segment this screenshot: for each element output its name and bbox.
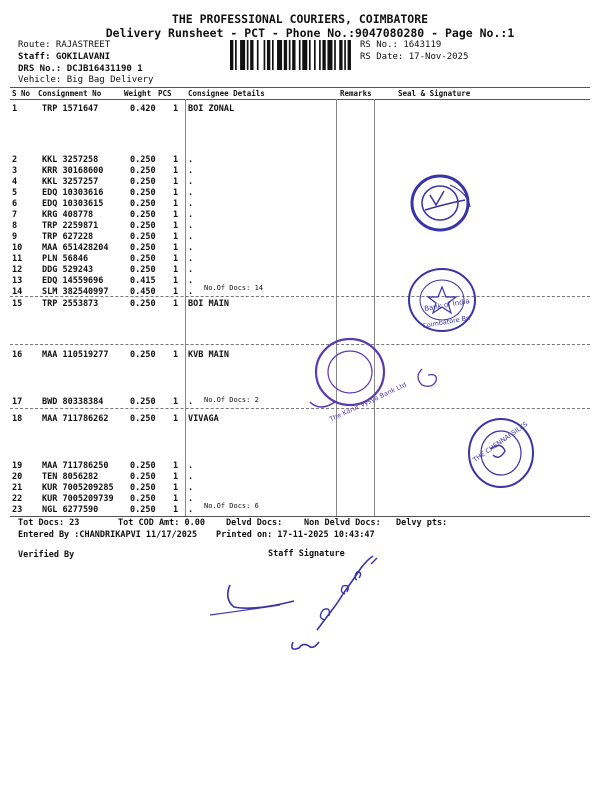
row-pcs: 1 bbox=[173, 494, 179, 504]
row-consignee-mark: . bbox=[188, 287, 194, 297]
entered-by: Entered By :CHANDRIKAPVI 11/17/2025 bbox=[18, 530, 198, 540]
barcode-bar bbox=[309, 40, 311, 70]
row-consignment-no: TRP 2553873 bbox=[42, 299, 99, 309]
row-consignment-no: KUR 7005209739 bbox=[42, 494, 114, 504]
row-consignment-no: DDG 529243 bbox=[42, 265, 94, 275]
row-consignment-no: SLM 382540997 bbox=[42, 287, 109, 297]
boi-zonal-stamp bbox=[400, 165, 490, 240]
group-separator bbox=[10, 344, 590, 345]
row-weight: 0.250 bbox=[130, 155, 156, 165]
row-pcs: 1 bbox=[173, 414, 179, 424]
row-consignee-mark: . bbox=[188, 221, 194, 231]
row-weight: 0.250 bbox=[130, 494, 156, 504]
verified-by: Verified By bbox=[18, 550, 75, 560]
row-sno: 17 bbox=[12, 397, 23, 407]
row-consignee-mark: . bbox=[188, 483, 194, 493]
row-consignment-no: MAA 711786262 bbox=[42, 414, 109, 424]
chennai-stamp-text: THE CHENNAI SILKS bbox=[471, 420, 530, 464]
group-consignee: KVB MAIN bbox=[188, 350, 229, 360]
row-consignment-no: MAA 651428204 bbox=[42, 243, 109, 253]
kvb-signature-mark bbox=[412, 365, 442, 393]
row-sno: 4 bbox=[12, 177, 18, 187]
row-pcs: 1 bbox=[173, 166, 179, 176]
row-consignment-no: KRG 408778 bbox=[42, 210, 94, 220]
row-pcs: 1 bbox=[173, 210, 179, 220]
row-sno: 14 bbox=[12, 287, 23, 297]
col-remarks: Remarks bbox=[340, 89, 372, 98]
group-docs-count: No.Of Docs: 14 bbox=[204, 284, 264, 292]
barcode-bar bbox=[284, 40, 287, 70]
row-consignee-mark: . bbox=[188, 276, 194, 286]
printed-on: Printed on: 17-11-2025 10:43:47 bbox=[216, 530, 375, 540]
row-sno: 15 bbox=[12, 299, 23, 309]
row-sno: 7 bbox=[12, 210, 18, 220]
route-label: Route: RAJASTREET bbox=[18, 40, 111, 50]
group-consignee: VIVAGA bbox=[188, 414, 219, 424]
row-pcs: 1 bbox=[173, 199, 179, 209]
row-consignment-no: TRP 627228 bbox=[42, 232, 94, 242]
delivery-points: Delvy pts: bbox=[396, 518, 448, 528]
row-weight: 0.250 bbox=[130, 472, 156, 482]
row-sno: 21 bbox=[12, 483, 23, 493]
row-pcs: 1 bbox=[173, 177, 179, 187]
kvb-stamp bbox=[305, 330, 400, 415]
row-sno: 1 bbox=[12, 104, 18, 114]
row-consignee-mark: . bbox=[188, 177, 194, 187]
total-docs: Tot Docs: 23 bbox=[18, 518, 80, 528]
boi-stamp-text: Bank of India bbox=[423, 297, 471, 313]
row-pcs: 1 bbox=[173, 350, 179, 360]
barcode-bar bbox=[264, 40, 266, 70]
row-consignment-no: TRP 2259871 bbox=[42, 221, 99, 231]
barcode-bar bbox=[235, 40, 237, 70]
group-separator bbox=[10, 296, 590, 297]
row-pcs: 1 bbox=[173, 265, 179, 275]
barcode-bar bbox=[272, 40, 274, 70]
row-consignee-mark: . bbox=[188, 210, 194, 220]
row-sno: 8 bbox=[12, 221, 18, 231]
row-consignment-no: EDQ 14559696 bbox=[42, 276, 104, 286]
col-seal: Seal & Signature bbox=[398, 89, 471, 98]
row-sno: 12 bbox=[12, 265, 23, 275]
total-cod: Tot COD Amt: 0.00 bbox=[118, 518, 205, 528]
row-weight: 0.250 bbox=[130, 177, 156, 187]
group-docs-count: No.Of Docs: 2 bbox=[204, 396, 259, 404]
row-pcs: 1 bbox=[173, 461, 179, 471]
row-weight: 0.250 bbox=[130, 483, 156, 493]
row-consignment-no: PLN 56846 bbox=[42, 254, 89, 264]
barcode-bar bbox=[230, 40, 233, 70]
group-docs-count: No.Of Docs: 6 bbox=[204, 502, 259, 510]
row-pcs: 1 bbox=[173, 155, 179, 165]
group-separator bbox=[10, 408, 590, 409]
company-title: THE PROFESSIONAL COURIERS, COIMBATORE bbox=[171, 12, 429, 26]
row-consignment-no: MAA 110519277 bbox=[42, 350, 109, 360]
barcode-bar bbox=[302, 40, 307, 70]
row-consignment-no: KKL 3257257 bbox=[42, 177, 99, 187]
row-weight: 0.250 bbox=[130, 299, 156, 309]
row-pcs: 1 bbox=[173, 287, 179, 297]
row-pcs: 1 bbox=[173, 505, 179, 515]
row-pcs: 1 bbox=[173, 299, 179, 309]
row-sno: 20 bbox=[12, 472, 23, 482]
barcode-bar bbox=[277, 40, 282, 70]
row-weight: 0.250 bbox=[130, 188, 156, 198]
row-consignee-mark: . bbox=[188, 397, 194, 407]
barcode-bar bbox=[240, 40, 245, 70]
barcode-image bbox=[230, 40, 356, 70]
row-weight: 0.250 bbox=[130, 397, 156, 407]
barcode-bar bbox=[267, 40, 270, 70]
barcode-bar bbox=[319, 40, 321, 70]
row-consignment-no: KUR 7005209285 bbox=[42, 483, 114, 493]
drs-number: DRS No.: DCJB16431190 1 bbox=[18, 64, 143, 74]
barcode-bar bbox=[299, 40, 301, 70]
row-sno: 16 bbox=[12, 350, 23, 360]
row-pcs: 1 bbox=[173, 232, 179, 242]
barcode-bar bbox=[339, 40, 342, 70]
row-weight: 0.250 bbox=[130, 232, 156, 242]
row-consignee-mark: . bbox=[188, 232, 194, 242]
row-pcs: 1 bbox=[173, 243, 179, 253]
group-consignee: BOI ZONAL bbox=[188, 104, 235, 114]
row-weight: 0.250 bbox=[130, 414, 156, 424]
row-consignment-no: NGL 6277590 bbox=[42, 505, 99, 515]
row-weight: 0.250 bbox=[130, 254, 156, 264]
non-delivered-docs: Non Delvd Docs: bbox=[304, 518, 381, 528]
barcode-bar bbox=[250, 40, 253, 70]
barcode-bar bbox=[289, 40, 291, 70]
row-sno: 11 bbox=[12, 254, 23, 264]
col-pcs: PCS bbox=[158, 89, 172, 98]
row-sno: 5 bbox=[12, 188, 18, 198]
row-consignee-mark: . bbox=[188, 254, 194, 264]
row-pcs: 1 bbox=[173, 188, 179, 198]
row-consignee-mark: . bbox=[188, 166, 194, 176]
kvb-stamp-text: The Karur Vysya Bank Ltd bbox=[328, 380, 408, 424]
row-pcs: 1 bbox=[173, 104, 179, 114]
row-sno: 6 bbox=[12, 199, 18, 209]
row-consignment-no: KKL 3257258 bbox=[42, 155, 99, 165]
row-consignment-no: KRR 30168600 bbox=[42, 166, 104, 176]
staff-signature bbox=[285, 550, 395, 660]
row-consignee-mark: . bbox=[188, 494, 194, 504]
col-sno: S No bbox=[12, 89, 31, 98]
row-consignment-no: EDQ 10303615 bbox=[42, 199, 104, 209]
row-consignee-mark: . bbox=[188, 188, 194, 198]
row-sno: 9 bbox=[12, 232, 18, 242]
row-pcs: 1 bbox=[173, 276, 179, 286]
row-weight: 0.450 bbox=[130, 287, 156, 297]
col-consignment: Consignment No bbox=[38, 89, 102, 98]
row-weight: 0.250 bbox=[130, 505, 156, 515]
runsheet-subtitle: Delivery Runsheet - PCT - Phone No.:9047080280 - Page No.:1 bbox=[105, 26, 515, 40]
row-pcs: 1 bbox=[173, 397, 179, 407]
row-weight: 0.415 bbox=[130, 276, 156, 286]
row-weight: 0.250 bbox=[130, 350, 156, 360]
staff-signature-label: Staff Signature bbox=[268, 549, 345, 559]
group-consignee: BOI MAIN bbox=[188, 299, 229, 309]
barcode-bar bbox=[334, 40, 336, 70]
staff-label: Staff: GOKILAVANI bbox=[18, 52, 111, 62]
vehicle-label: Vehicle: Big Bag Delivery bbox=[18, 75, 154, 85]
row-consignment-no: MAA 711786250 bbox=[42, 461, 109, 471]
row-weight: 0.250 bbox=[130, 210, 156, 220]
row-weight: 0.250 bbox=[130, 461, 156, 471]
row-consignee-mark: . bbox=[188, 155, 194, 165]
row-sno: 23 bbox=[12, 505, 23, 515]
barcode-bar bbox=[322, 40, 325, 70]
row-consignee-mark: . bbox=[188, 265, 194, 275]
barcode-bar bbox=[314, 40, 316, 70]
row-sno: 10 bbox=[12, 243, 23, 253]
row-sno: 22 bbox=[12, 494, 23, 504]
barcode-bar bbox=[327, 40, 332, 70]
rs-number: RS No.: 1643119 bbox=[360, 40, 442, 50]
col-weight: Weight bbox=[124, 89, 152, 98]
row-pcs: 1 bbox=[173, 254, 179, 264]
boi-stamp-branch: Coimbatore Br. bbox=[421, 313, 471, 331]
row-pcs: 1 bbox=[173, 221, 179, 231]
row-consignee-mark: . bbox=[188, 461, 194, 471]
row-sno: 2 bbox=[12, 155, 18, 165]
row-consignee-mark: . bbox=[188, 505, 194, 515]
barcode-bar bbox=[247, 40, 249, 70]
row-sno: 13 bbox=[12, 276, 23, 286]
barcode-bar bbox=[257, 40, 259, 70]
rs-date: RS Date: 17-Nov-2025 bbox=[360, 52, 469, 62]
barcode-bar bbox=[344, 40, 346, 70]
row-sno: 19 bbox=[12, 461, 23, 471]
barcode-bar bbox=[292, 40, 295, 70]
row-weight: 0.250 bbox=[130, 265, 156, 275]
row-consignee-mark: . bbox=[188, 199, 194, 209]
row-weight: 0.420 bbox=[130, 104, 156, 114]
row-sno: 3 bbox=[12, 166, 18, 176]
row-consignee-mark: . bbox=[188, 472, 194, 482]
row-weight: 0.250 bbox=[130, 199, 156, 209]
row-pcs: 1 bbox=[173, 472, 179, 482]
row-consignee-mark: . bbox=[188, 243, 194, 253]
delivered-docs: Delvd Docs: bbox=[226, 518, 283, 528]
row-consignment-no: BWD 80338384 bbox=[42, 397, 104, 407]
row-consignment-no: TRP 1571647 bbox=[42, 104, 99, 114]
barcode-bar bbox=[348, 40, 351, 70]
col-consignee: Consignee Details bbox=[188, 89, 265, 98]
row-weight: 0.250 bbox=[130, 243, 156, 253]
row-consignment-no: EDQ 10303616 bbox=[42, 188, 104, 198]
row-sno: 18 bbox=[12, 414, 23, 424]
row-weight: 0.250 bbox=[130, 166, 156, 176]
row-pcs: 1 bbox=[173, 483, 179, 493]
row-consignment-no: TEN 8056282 bbox=[42, 472, 99, 482]
row-weight: 0.250 bbox=[130, 221, 156, 231]
